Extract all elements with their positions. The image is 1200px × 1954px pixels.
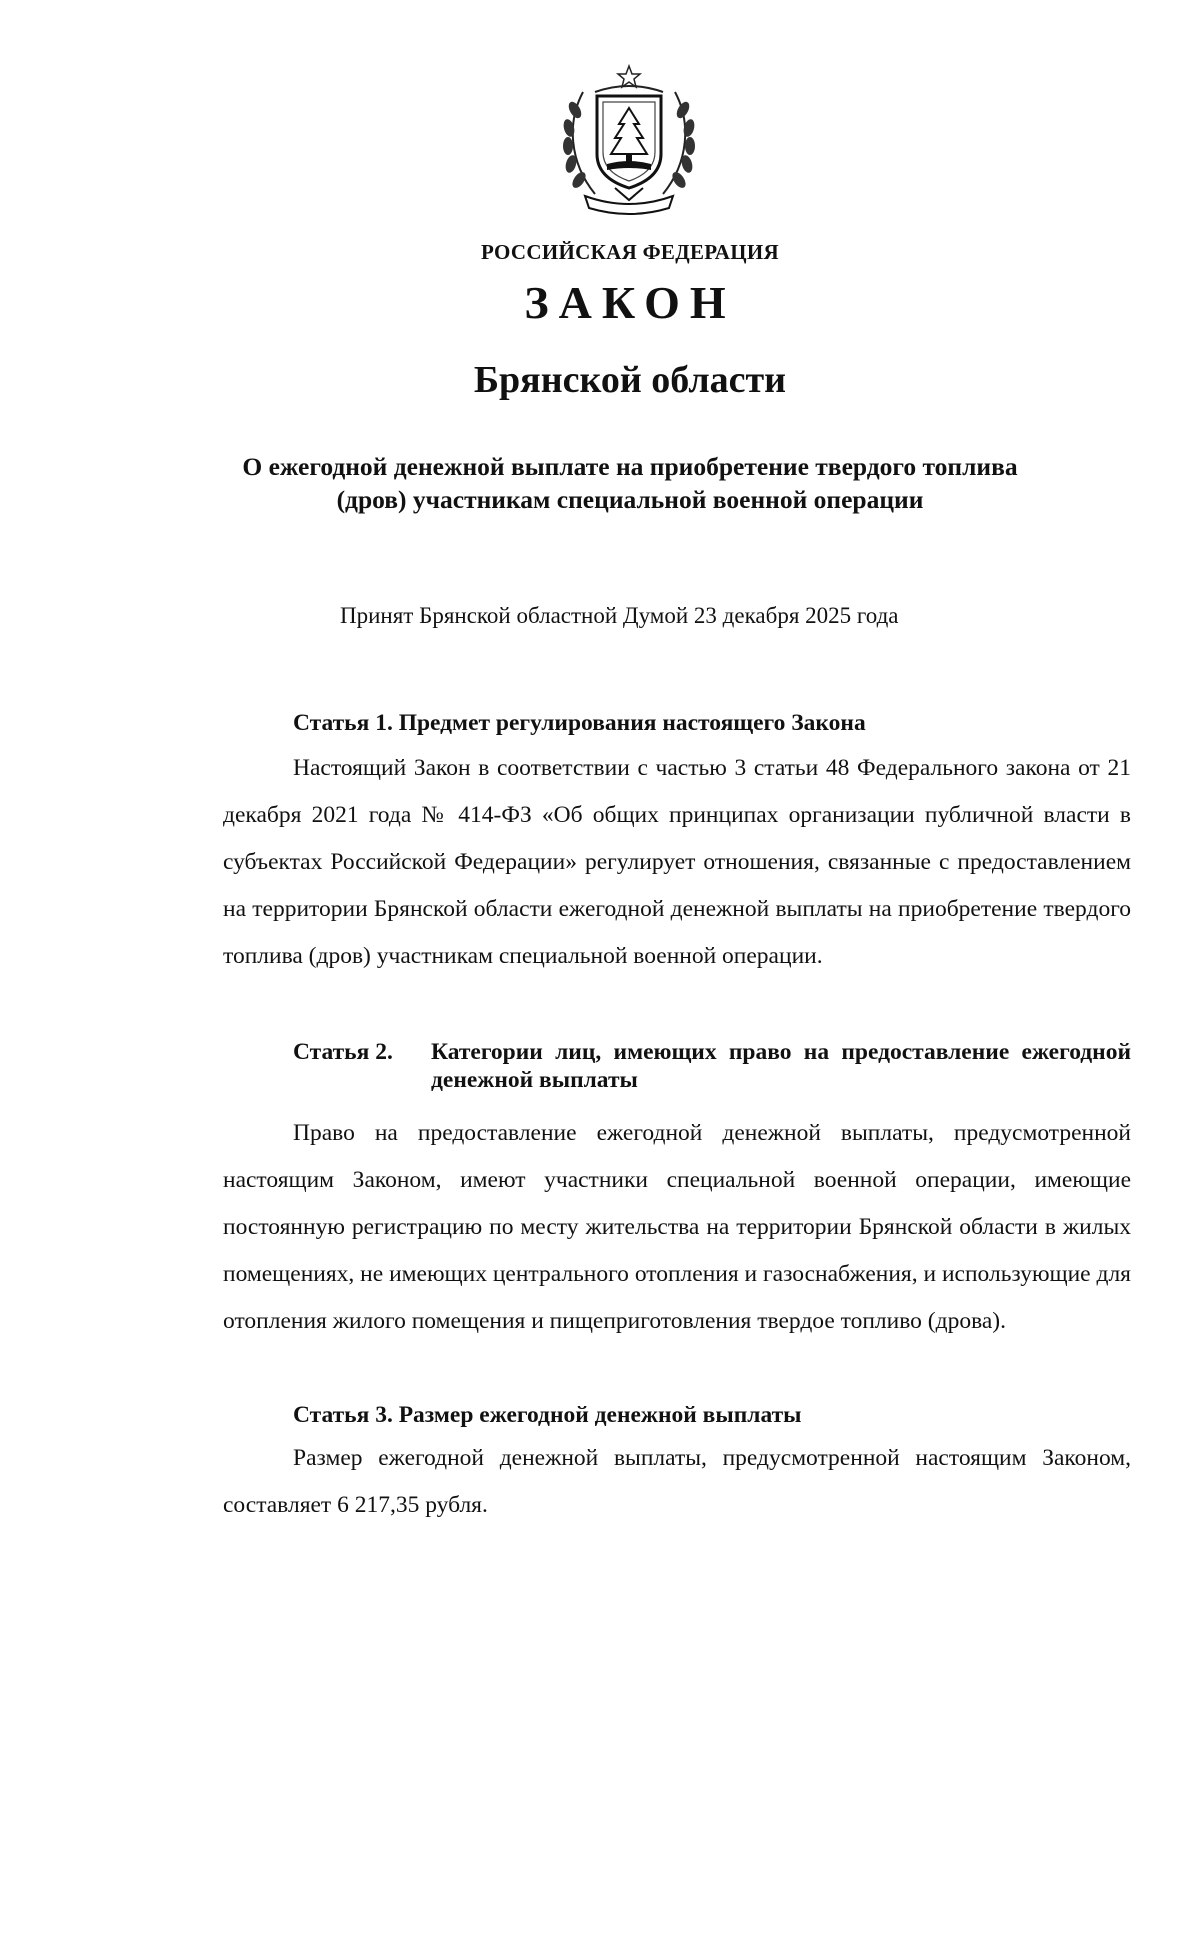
article-3-heading [293,1402,801,1429]
region-name: Брянской области [473,359,787,401]
article-2-number: Статья 2. [293,1039,393,1065]
article-2-title: Категории лиц, имеющих право на предоставление ежегодной денежной выплаты [431,1039,1131,1093]
adoption-date: Принят Брянской областной Думой 23 декабря 2025 года [340,603,899,628]
article-1-title: Предмет регулирования настоящего Закона [398,710,866,736]
article-1-heading [293,710,866,737]
coat-of-arms-icon [555,62,703,218]
law-title [30,450,1200,516]
article-3-title: Размер ежегодной денежной выплаты [398,1402,802,1428]
document-type: ЗАКОН [524,277,736,328]
article-2-text: Право на предоставление ежегодной денежной выплаты, предусмотренной настоящим Законом, имеют участники специальной военной операции, имеющие постоянную регистрацию по месту жительства на территории Брянской области в жилых помещениях, не имеющих центрального отопления и газоснабжения, и использующие для отопления жилого помещения и пищеприготовления твердое топливо (дрова). [223,1120,1131,1334]
law-title-text: О ежегодной денежной выплате на приобретение твердого топлива (дров) участникам специальной военной операции [242,452,1018,514]
article-1-number: Статья 1. [293,710,393,736]
country-name: РОССИЙСКАЯ ФЕДЕРАЦИЯ [481,240,779,264]
article-3-number: Статья 3. [293,1402,393,1428]
article-2-heading [293,1038,1131,1094]
article-3-text: Размер ежегодной денежной выплаты, предусмотренной настоящим Законом, составляет 6 217,35 рубля. [223,1445,1131,1518]
article-1-text: Настоящий Закон в соответствии с частью 3 статьи 48 Федерального закона от 21 декабря 2021 года № 414-ФЗ «Об общих принципах организации публичной власти в субъектах Российской Федерации» регулирует отношения, связанные с предоставлением на территории Брянской области ежегодной денежной выплаты на приобретение твердого топлива (дров) участникам специальной военной операции. [223,755,1131,969]
